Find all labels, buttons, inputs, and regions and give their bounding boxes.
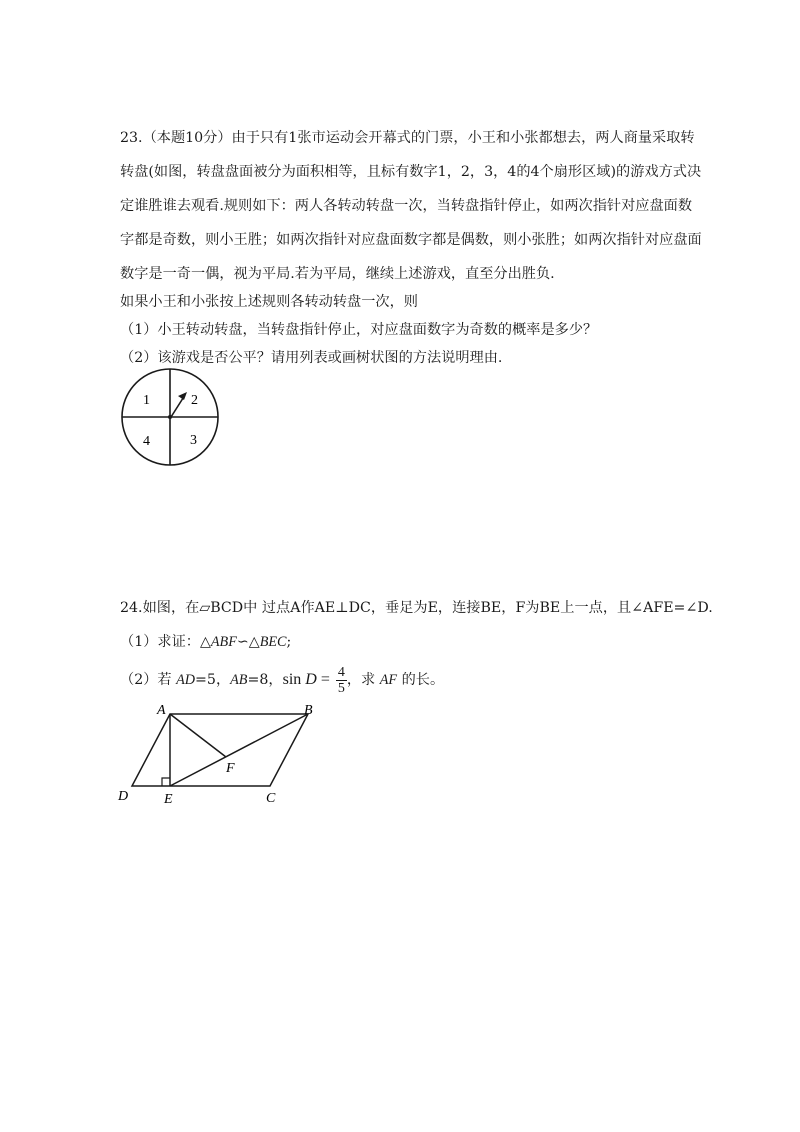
q24-part-2 [120,664,444,696]
parallelogram-abcd [132,714,308,786]
label-e: E [164,792,173,807]
q24-p2-af: AF [379,672,398,688]
q24-line-1: 24.如图，在▱BCD中 过点A作AE⊥DC，垂足为E，连接BE，F为BE上一点，且∠AFE=∠D. [120,600,713,616]
label-d: D [118,789,129,804]
q23-line-5: 数字是一奇一偶，视为平局.若为平局，继续上述游戏，直至分出胜负. [120,266,555,282]
label-c: C [266,791,276,806]
q24-p2-ab: AB [230,672,248,688]
q24-p2-ad: AD [176,672,196,688]
right-angle-mark [162,778,170,786]
label-b: B [304,703,313,718]
q23-part-2: （2）该游戏是否公平？请用列表或画树状图的方法说明理由. [120,350,503,366]
spinner-label-3: 3 [190,433,197,448]
fraction-numerator: 4 [337,664,345,680]
spinner-label-4: 4 [143,434,150,449]
spinner-pointer-head [178,392,187,400]
q23-line-4: 字都是奇数，则小王胜；如两次指针对应盘面数字都是偶数，则小张胜；如两次指针对应盘面 [120,232,702,248]
q24-p1-bec: BEC [259,634,287,650]
q24-p2-ab-val: =8， [247,672,283,688]
sin-fraction [336,665,347,696]
q23-line-1: 23.（本题10分）由于只有1张市运动会开幕式的门票，小王和小张都想去，两人商量采取转 [120,130,695,146]
segment-be [170,714,308,786]
spinner-center [168,415,172,419]
spinner-figure [115,365,230,470]
q24-p1-abf: ABF [210,634,237,650]
parallelogram-figure [112,700,332,810]
q24-p2-d: D [305,671,317,688]
q24-p2-ad-val: =5， [195,672,231,688]
q24-p1-sim: ∽△ [236,634,260,650]
q24-p1-prefix: （1）求证：△ [120,634,211,650]
segment-af [170,714,226,757]
q24-p2-mid: ，求 [346,672,380,688]
fraction-denominator: 5 [337,680,345,696]
q23-line-2: 转盘(如图，转盘盘面被分为面积相等，且标有数字1，2，3，4的4个扇形区域)的游戏方式决 [120,164,702,180]
q23-line-6: 如果小王和小张按上述规则各转动转盘一次，则 [120,294,418,310]
q24-part-1 [120,632,291,652]
q24-p2-suffix: 的长。 [397,672,445,688]
q23-part-1: （1）小王转动转盘，当转盘指针停止，对应盘面数字为奇数的概率是多少？ [120,322,598,338]
q24-p2-eq: = [316,671,334,688]
q24-p1-suffix: ; [286,634,292,650]
q23-line-3: 定谁胜谁去观看.规则如下：两人各转动转盘一次，当转盘指针停止，如两次指针对应盘面数 [120,198,693,214]
q24-p2-prefix: （2）若 [120,672,177,688]
label-f: F [226,761,235,776]
spinner-label-1: 1 [143,393,150,408]
q24-p2-sin: sin [282,671,306,688]
label-a: A [157,703,166,718]
spinner-label-2: 2 [191,393,198,408]
